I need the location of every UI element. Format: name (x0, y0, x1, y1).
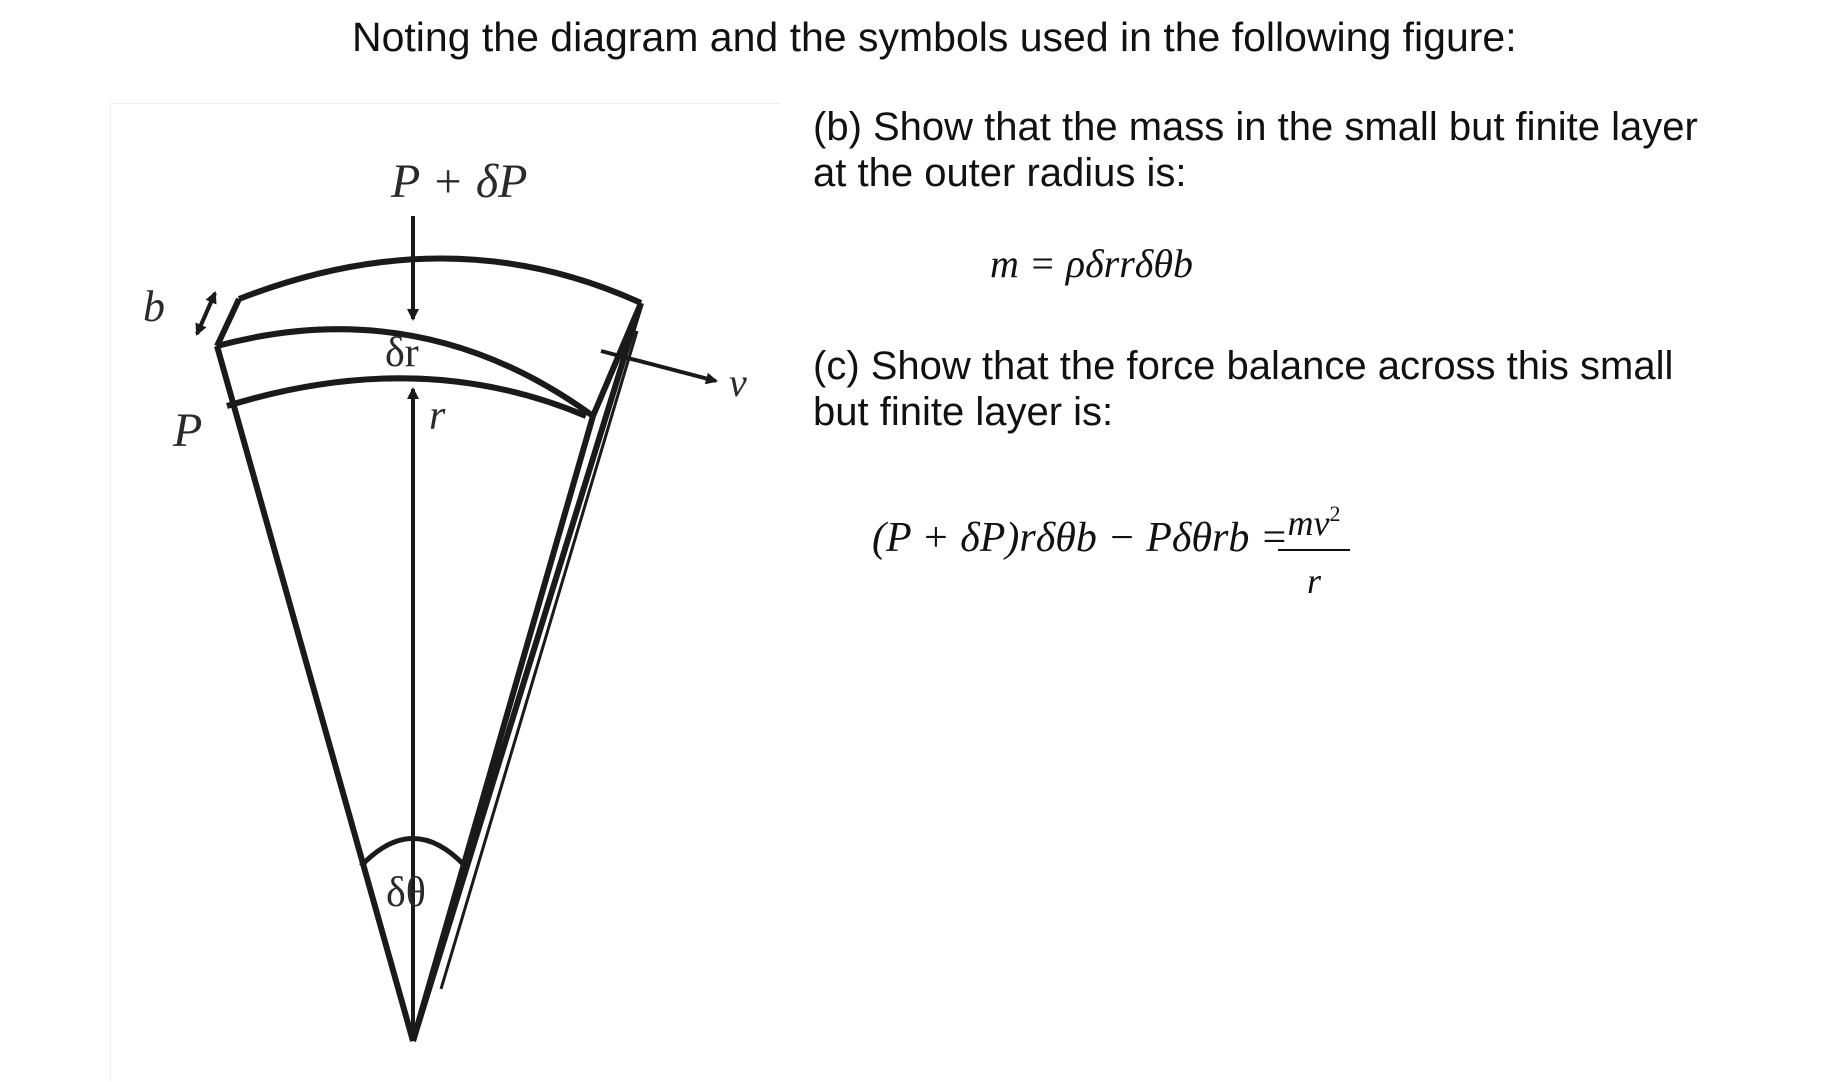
back-inner-edge (441, 331, 637, 989)
back-right-edge (413, 303, 641, 1041)
label-velocity: v (729, 360, 747, 405)
sector-diagram (110, 103, 780, 1081)
label-depth: b (143, 282, 165, 331)
label-layer-thickness: δr (385, 330, 419, 376)
force-balance-fraction (1278, 494, 1350, 603)
part-b-text (813, 104, 1698, 196)
part-b-line-1: (b) Show that the mass in the small but finite layer (813, 105, 1698, 149)
front-inner-arc (227, 378, 586, 416)
fraction-denominator: r (1306, 561, 1321, 601)
label-radius: r (429, 393, 446, 439)
label-pressure: P (173, 404, 203, 457)
arrows (197, 216, 716, 1041)
force-balance-lhs: (P + δP)rδθb − Pδθrb = (872, 515, 1289, 561)
label-angle: δθ (386, 870, 426, 916)
part-c-line-1: (c) Show that the force balance across this small (813, 344, 1674, 388)
numerator-text: mv (1287, 503, 1330, 543)
mass-equation: m = ρδrrδθb (990, 241, 1194, 286)
front-left-edge (217, 346, 413, 1041)
label-top-pressure: P + δP (391, 155, 528, 208)
fraction-numerator (1278, 494, 1350, 551)
part-c-text (813, 343, 1673, 435)
part-b-line-2: at the outer radius is: (813, 151, 1187, 195)
sector-outline (217, 258, 641, 1041)
part-c-line-2: but finite layer is: (813, 390, 1114, 434)
numerator-exponent: 2 (1329, 501, 1341, 526)
depth-arrow-down (197, 293, 215, 334)
back-outer-arc (239, 258, 641, 303)
question-heading: Noting the diagram and the symbols used in the following figure: (352, 14, 1517, 60)
